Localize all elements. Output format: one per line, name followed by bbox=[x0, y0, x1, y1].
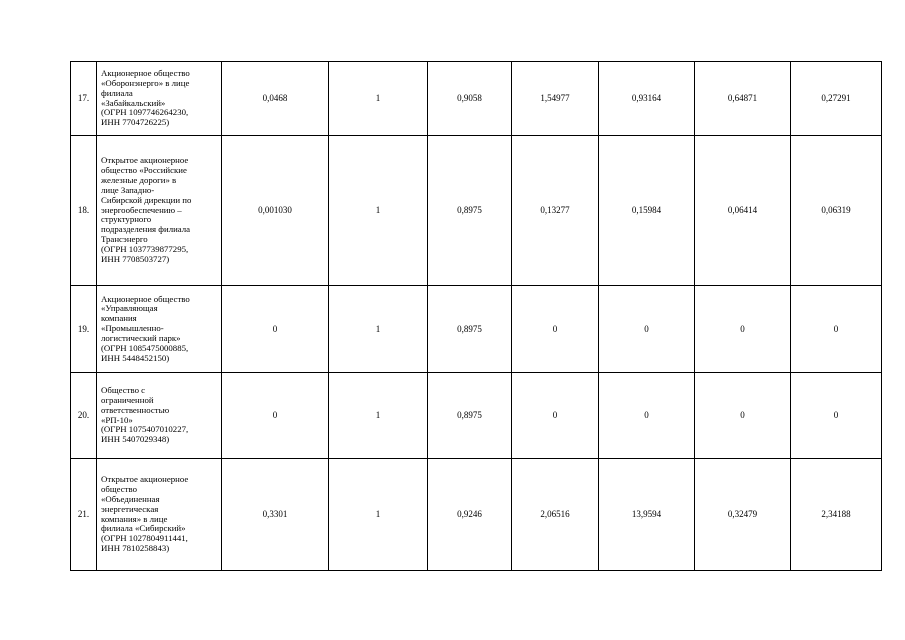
organization-name-line: Открытое акционерное bbox=[101, 155, 189, 166]
value-cell: 2,34188 bbox=[791, 459, 882, 571]
value-cell: 0,9058 bbox=[428, 62, 512, 136]
value-cell: 1 bbox=[329, 459, 428, 571]
organization-name-line: ИНН 7704726225) bbox=[101, 117, 170, 128]
value-cell: 0,15984 bbox=[599, 136, 695, 286]
table-row bbox=[71, 136, 882, 286]
value-cell: 2,06516 bbox=[512, 459, 599, 571]
organization-name-line: логистический парк» bbox=[101, 332, 181, 343]
value-cell: 0,9246 bbox=[428, 459, 512, 571]
organization-name-line: «Объединенная bbox=[101, 493, 160, 504]
row-number: 19. bbox=[71, 286, 97, 373]
organization-name-line: филиала «Сибирский» bbox=[101, 523, 186, 534]
organization-name-line: (ОГРН 1097746264230, bbox=[101, 107, 189, 118]
table-row bbox=[71, 459, 882, 571]
value-cell: 0 bbox=[695, 286, 791, 373]
value-cell: 0,93164 bbox=[599, 62, 695, 136]
value-cell: 0 bbox=[695, 373, 791, 459]
value-cell: 0,8975 bbox=[428, 286, 512, 373]
organization-name-line: филиала bbox=[101, 87, 133, 98]
organization-name-line: Сибирской дирекции по bbox=[101, 194, 192, 205]
value-cell: 0 bbox=[222, 373, 329, 459]
organization-name-line: ИНН 5448452150) bbox=[101, 352, 170, 363]
value-cell: 0,8975 bbox=[428, 373, 512, 459]
organization-name-line: ответственностью bbox=[101, 404, 170, 415]
value-cell: 0 bbox=[791, 373, 882, 459]
value-cell: 13,9594 bbox=[599, 459, 695, 571]
organization-name-line: (ОГРН 1037739877295, bbox=[101, 243, 189, 254]
value-cell: 1 bbox=[329, 62, 428, 136]
organization-name-line: Открытое акционерное bbox=[101, 474, 189, 485]
organization-name-cell bbox=[97, 286, 222, 373]
value-cell: 1 bbox=[329, 136, 428, 286]
organization-name-line: «РП-10» bbox=[101, 414, 133, 425]
organization-name-cell bbox=[97, 136, 222, 286]
organization-name-cell bbox=[97, 373, 222, 459]
value-cell: 1,54977 bbox=[512, 62, 599, 136]
value-cell: 0,0468 bbox=[222, 62, 329, 136]
organization-name-line: компания» в лице bbox=[101, 513, 168, 524]
value-cell: 0,06319 bbox=[791, 136, 882, 286]
value-cell: 0,27291 bbox=[791, 62, 882, 136]
row-number: 21. bbox=[71, 459, 97, 571]
table-row bbox=[71, 62, 882, 136]
organization-name-line: Акционерное общество bbox=[101, 293, 190, 304]
value-cell: 0,8975 bbox=[428, 136, 512, 286]
organization-name-cell bbox=[97, 459, 222, 571]
organization-name-line: «Управляющая bbox=[101, 303, 158, 314]
value-cell: 0,32479 bbox=[695, 459, 791, 571]
row-number: 17. bbox=[71, 62, 97, 136]
organization-name-line: ИНН 5407029348) bbox=[101, 434, 170, 445]
value-cell: 0 bbox=[791, 286, 882, 373]
value-cell: 0,3301 bbox=[222, 459, 329, 571]
value-cell: 0 bbox=[512, 373, 599, 459]
tariff-table bbox=[70, 61, 882, 571]
table-row bbox=[71, 286, 882, 373]
table-row bbox=[71, 373, 882, 459]
organization-name-line: Трансэнерго bbox=[101, 234, 148, 245]
organization-name-line: Акционерное общество bbox=[101, 67, 190, 78]
organization-name-line: структурного bbox=[101, 214, 152, 225]
organization-name-line: общество bbox=[101, 483, 138, 494]
value-cell: 1 bbox=[329, 286, 428, 373]
row-number: 20. bbox=[71, 373, 97, 459]
organization-name-line: подразделения филиала bbox=[101, 224, 191, 235]
organization-name-line: ограниченной bbox=[101, 394, 154, 405]
row-number: 18. bbox=[71, 136, 97, 286]
value-cell: 1 bbox=[329, 373, 428, 459]
organization-name-line: «Оборонэнерго» в лице bbox=[101, 77, 190, 88]
organization-name-line: (ОГРН 1075407010227, bbox=[101, 424, 189, 435]
value-cell: 0 bbox=[599, 373, 695, 459]
value-cell: 0 bbox=[222, 286, 329, 373]
organization-name-cell bbox=[97, 62, 222, 136]
value-cell: 0,06414 bbox=[695, 136, 791, 286]
organization-name-line: «Забайкальский» bbox=[101, 97, 166, 108]
value-cell: 0 bbox=[599, 286, 695, 373]
organization-name-line: энергообеспечению – bbox=[101, 204, 182, 215]
organization-name-line: лице Западно- bbox=[101, 184, 155, 195]
organization-name-line: общество «Российские bbox=[101, 165, 187, 176]
organization-name-line: ИНН 7810258843) bbox=[101, 543, 170, 554]
organization-name-line: (ОГРН 1027804911441, bbox=[101, 533, 188, 544]
organization-name-line: компания bbox=[101, 313, 137, 324]
organization-name-line: «Промышленно- bbox=[101, 323, 164, 334]
value-cell: 0,64871 bbox=[695, 62, 791, 136]
value-cell: 0 bbox=[512, 286, 599, 373]
organization-name-line: (ОГРН 1085475000885, bbox=[101, 342, 189, 353]
organization-name-line: Общество с bbox=[101, 384, 146, 395]
organization-name-line: энергетическая bbox=[101, 503, 159, 514]
value-cell: 0,13277 bbox=[512, 136, 599, 286]
organization-name-line: железные дороги» в bbox=[101, 175, 177, 186]
organization-name-line: ИНН 7708503727) bbox=[101, 253, 170, 264]
value-cell: 0,001030 bbox=[222, 136, 329, 286]
